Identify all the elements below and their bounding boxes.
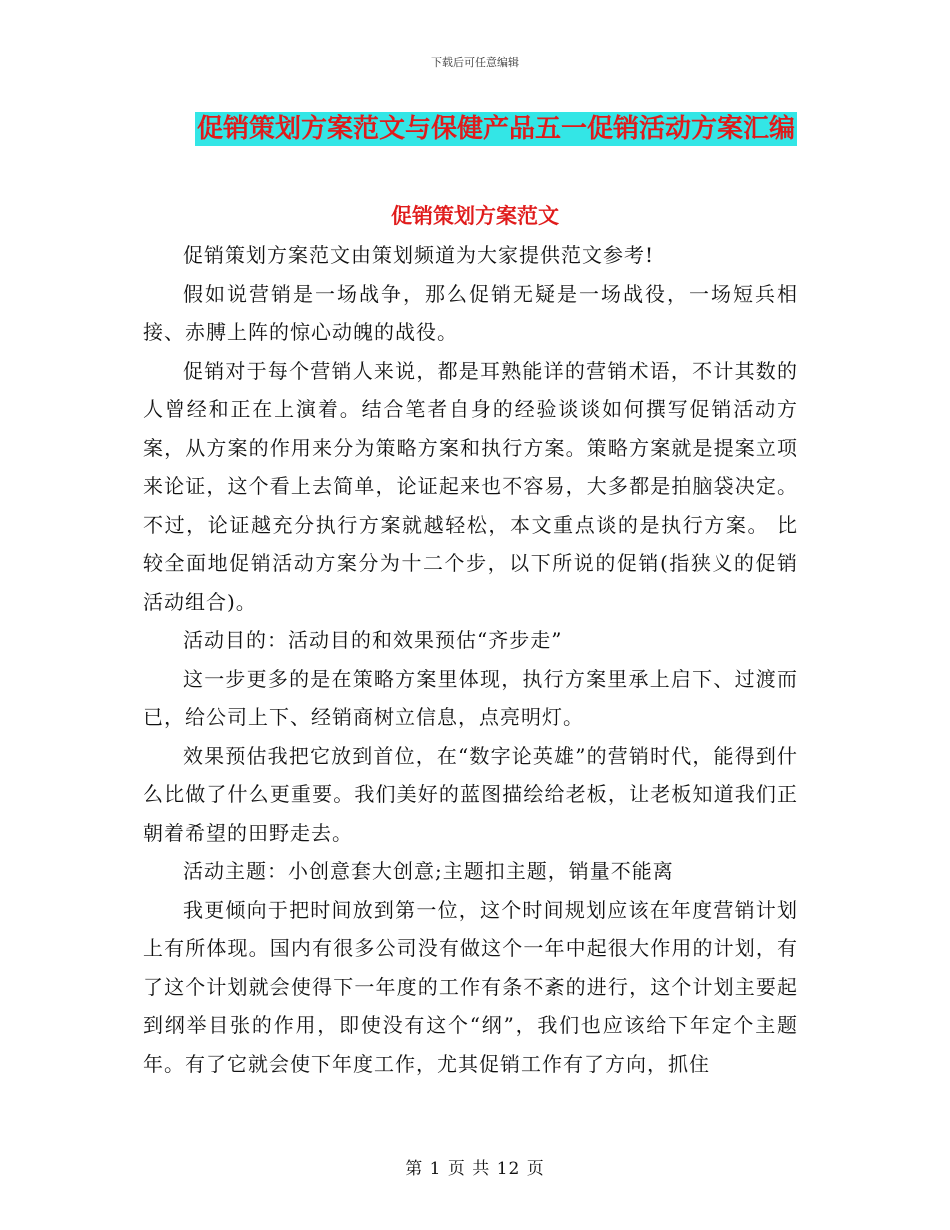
paragraph: 活动目的：活动目的和效果预估“齐步走”: [183, 628, 563, 652]
current-page-number: 1: [429, 1159, 442, 1179]
paragraph: 假如说营销是一场战争，那么促销无疑是一场战役，一场短兵相接、赤膊上阵的惊心动魄的战役。: [143, 281, 798, 344]
section-title: 促销策划方案范文: [391, 204, 559, 228]
paragraph: 活动主题：小创意套大创意;主题扣主题，销量不能离: [183, 859, 674, 883]
paragraph: 促销对于每个营销人来说，都是耳熟能详的营销术语，不计其数的人曾经和正在上演着。结合笔者自身的经验谈谈如何撰写促销活动方案，从方案的作用来分为策略方案和执行方案。策略方案就是提案立项来论证，这个看上去简单，论证起来也不容易，大多都是拍脑袋决定。不过，论证越充分执行方案就越轻松，本文重点谈的是执行方案。 比较全面地促销活动方案分为十二个步，以下所说的促销(指狭义的促销活动组合)。: [143, 358, 798, 614]
paragraph: 这一步更多的是在策略方案里体现，执行方案里承上启下、过渡而已，给公司上下、经销商树立信息，点亮明灯。: [143, 666, 798, 729]
footer-suffix: 页: [526, 1159, 545, 1179]
paragraph: 我更倾向于把时间放到第一位，这个时间规划应该在年度营销计划上有所体现。国内有很多公司没有做这个一年中起很大作用的计划，有了这个计划就会使得下一年度的工作有条不紊的进行，这个计划主要起到纲举目张的作用，即使没有这个“纲”，我们也应该给下年定个主题年。有了它就会使下年度工作，尤其促销工作有了方向，抓住: [143, 897, 798, 1076]
page-footer: [0, 1154, 950, 1179]
footer-middle: 页 共: [447, 1159, 491, 1179]
document-title: 促销策划方案范文与保健产品五一促销活动方案汇编: [197, 114, 796, 144]
paragraph: 效果预估我把它放到首位，在“数字论英雄”的营销时代，能得到什么比做了什么更重要。我们美好的蓝图描绘给老板，让老板知道我们正朝着希望的田野走去。: [143, 743, 798, 845]
body-text: [143, 236, 798, 1083]
header-note: 下载后可任意编辑: [431, 56, 519, 69]
paragraph: 促销策划方案范文由策划频道为大家提供范文参考!: [183, 243, 655, 267]
footer-prefix: 第: [405, 1159, 424, 1179]
total-pages-number: 12: [496, 1159, 521, 1179]
